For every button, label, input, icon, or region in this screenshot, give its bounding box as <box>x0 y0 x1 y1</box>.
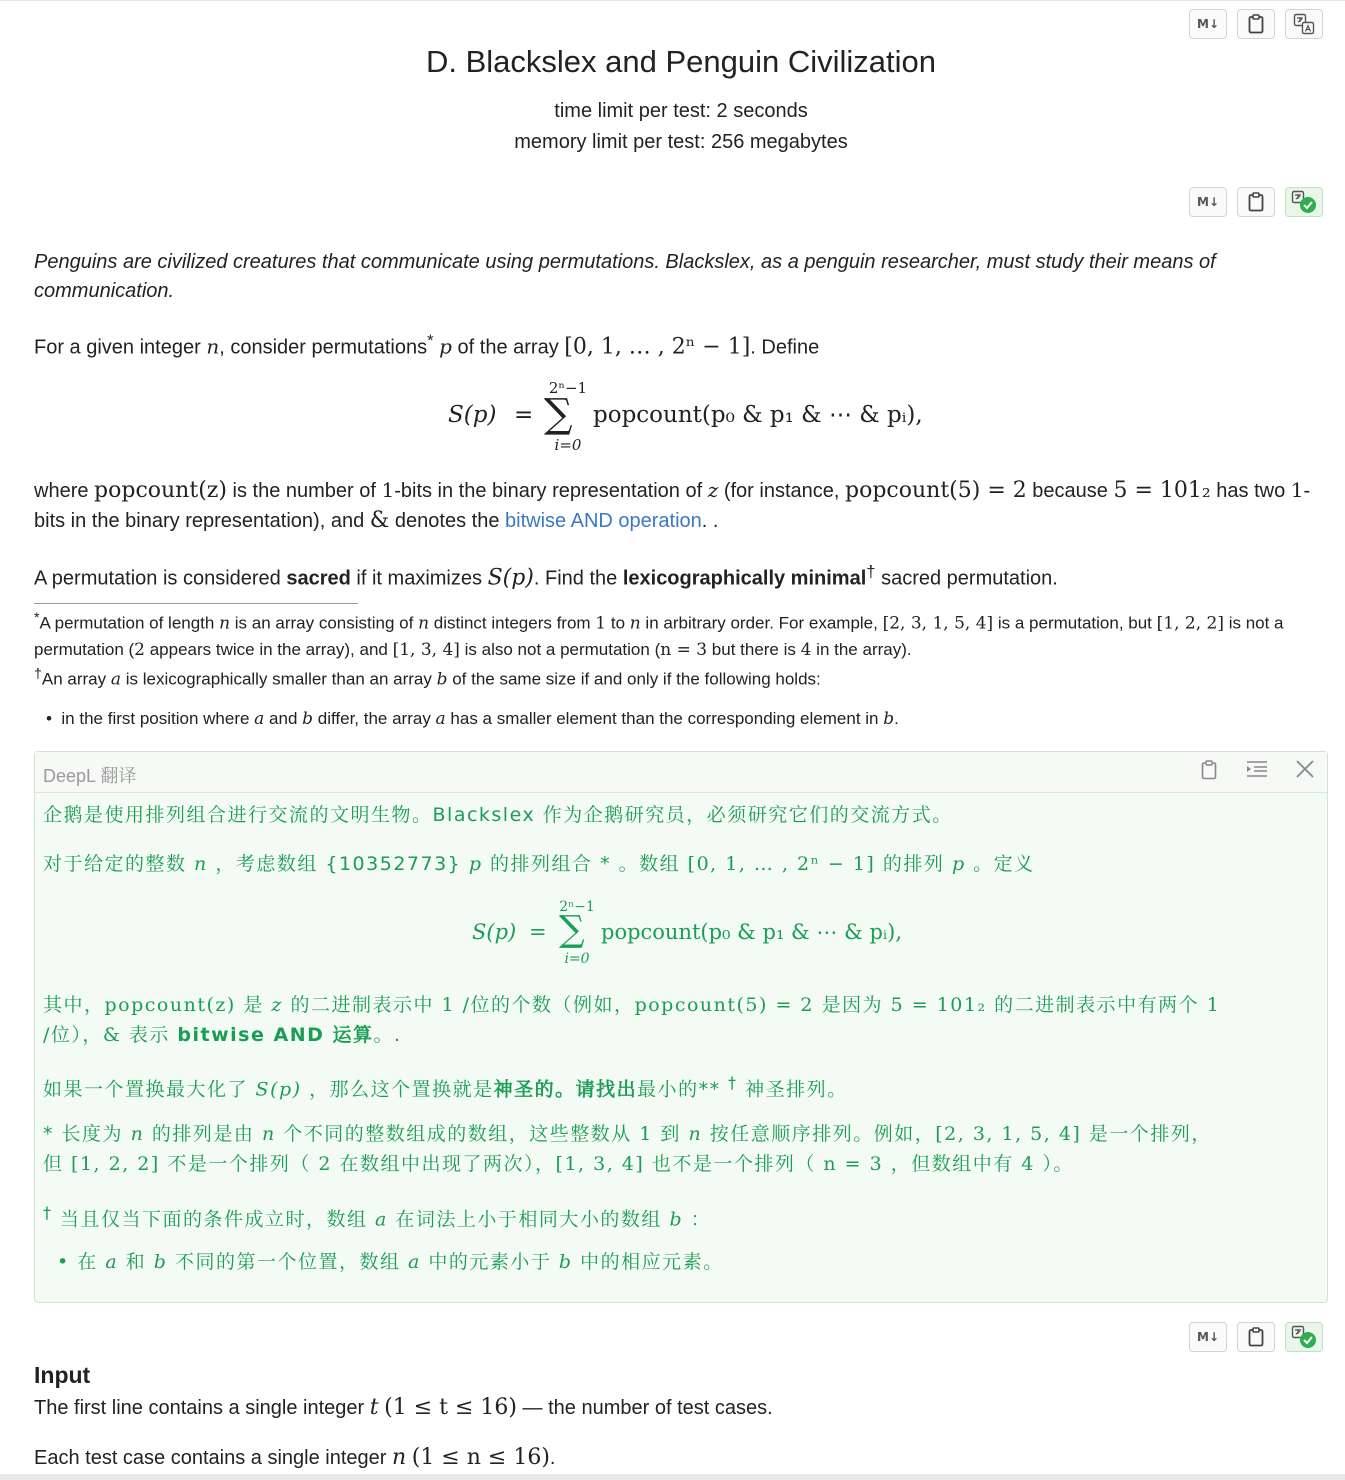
time-limit: time limit per test: 2 seconds <box>554 100 808 122</box>
markdown-icon: M↓ <box>1197 17 1219 31</box>
input-heading: Input <box>34 1362 91 1388</box>
footnote-divider <box>34 603 358 604</box>
translation-where: 其中，popcount(z) 是 z 的二进制表示中 1 /位的个数（例如，popcount(5) = 2 是因为 5 = 101₂ 的二进制表示中有两个 1 /位），& 表示 bitwise AND 运算。. <box>43 994 1221 1046</box>
translation-sacred: 如果一个置换最大化了 S(p) ，那么这个置换就是神圣的。请找出最小的** † 神圣排列。 <box>43 1073 848 1101</box>
input-toolbar <box>1189 1322 1323 1352</box>
title-toolbar <box>1189 9 1323 39</box>
translated-button[interactable] <box>1285 187 1323 217</box>
copy-button[interactable] <box>1237 187 1275 217</box>
indent-icon <box>1246 760 1268 778</box>
translate-done-icon <box>1291 1325 1317 1349</box>
input-line-1: The first line contains a single integer t (1 ≤ t ≤ 16) — the number of test cases. <box>34 1395 773 1420</box>
close-icon <box>1296 760 1314 778</box>
translation-formula-equals: = <box>529 920 547 944</box>
translation-formula-lhs: S(p) <box>472 920 517 944</box>
translation-formula-lower: i=0 <box>564 951 590 967</box>
clipboard-icon <box>1248 14 1264 34</box>
translation-definition: 对于给定的整数 n ，考虑数组 {10352773} p 的排列组合 * 。数组 [0, 1, … , 2ⁿ − 1] 的排列 p 。定义 <box>43 853 1035 875</box>
formula-body: popcount(p₀ & p₁ & ⋯ & pᵢ), <box>593 402 923 428</box>
markdown-button[interactable] <box>1189 187 1227 217</box>
formula-equals: = <box>514 402 534 428</box>
problem-title: D. Blackslex and Penguin Civilization <box>425 44 937 79</box>
input-line-2: Each test case contains a single integer n (1 ≤ n ≤ 16). <box>34 1445 556 1470</box>
copy-button[interactable] <box>1237 9 1275 39</box>
translate-icon <box>1293 13 1315 35</box>
bullet-dot: • <box>46 709 52 728</box>
translation-copy-button[interactable] <box>1197 760 1221 784</box>
translation-formula-body: popcount(p₀ & p₁ & ⋯ & pᵢ), <box>601 920 903 944</box>
statement-toolbar <box>1189 187 1323 217</box>
translate-button[interactable] <box>1285 9 1323 39</box>
formula-sum-sign: ∑ <box>544 391 573 437</box>
formula-sum-lower: i=0 <box>554 436 582 454</box>
copy-button[interactable] <box>1237 1322 1275 1352</box>
translation-intro: 企鹅是使用排列组合进行交流的文明生物。Blackslex 作为企鹅研究员，必须研究它们的交流方式。 <box>43 804 953 826</box>
translation-bullet: • 在 a 和 b 不同的第一个位置，数组 a 中的元素小于 b 中的相应元素。 <box>57 1251 724 1273</box>
footnote-bullet: • in the first position where a and b differ, the array a has a smaller element than the corresponding element in b. <box>46 709 899 729</box>
translation-close-button[interactable] <box>1293 760 1317 784</box>
bitwise-and-link[interactable]: bitwise AND operation <box>505 510 702 532</box>
clipboard-icon <box>1248 1327 1264 1347</box>
formula-sum-upper: 2ⁿ−1 <box>548 379 588 397</box>
markdown-button[interactable] <box>1189 9 1227 39</box>
translated-button[interactable] <box>1285 1322 1323 1352</box>
formula-lhs: S(p) <box>448 402 497 428</box>
bullet-dot: • <box>57 1251 70 1273</box>
footnote-permutation: *A permutation of length n is an array consisting of n distinct integers from 1 to n in arbitrary order. For example, [2, 3, 1, 5, 4] is a permutation, but [1, 2, 2] is not a permutation (2 appears twice in the array), and [1, 3, 4] is also not a permutation (n = 3 but there is 4 in the array). <box>34 610 1284 660</box>
statement-where: where popcount(z) is the number of 1-bits in the binary representation of z (for instance, popcount(5) = 2 because 5 = 101₂ has two 1-bits in the binary representation), and & denotes the bitwise AND operation. . <box>34 478 1311 533</box>
translation-panel <box>34 751 1328 1303</box>
translation-format-button[interactable] <box>1245 760 1269 784</box>
clipboard-icon <box>1248 192 1264 212</box>
page-bottom-border <box>0 1474 1345 1480</box>
translation-formula-sum: ∑ <box>559 909 585 950</box>
translation-title: DeepL 翻译 <box>43 766 137 786</box>
translation-footnote-lexicographic: † 当且仅当下面的条件成立时，数组 a 在词法上小于相同大小的数组 b ： <box>43 1203 712 1231</box>
translation-formula-upper: 2ⁿ−1 <box>559 899 595 915</box>
markdown-button[interactable] <box>1189 1322 1227 1352</box>
page-top-border <box>0 0 1345 1</box>
statement-intro: Penguins are civilized creatures that communicate using permutations. Blackslex, as a penguin researcher, must study their means of communication. <box>34 251 1216 302</box>
memory-limit: memory limit per test: 256 megabytes <box>514 131 848 153</box>
statement-sacred: A permutation is considered sacred if it maximizes S(p). Find the lexicographically minimal† sacred permutation. <box>34 562 1058 591</box>
translation-header <box>35 752 1327 793</box>
translation-footnote-permutation: * 长度为 n 的排列是由 n 个不同的整数组成的数组，这些整数从 1 到 n 按任意顺序排列。例如，[2, 3, 1, 5, 4] 是一个排列， 但 [1, 2, 2] 不是一个排列（ 2 在数组中出现了两次），[1, 3, 4] 也不是一个排列（ n = 3 ，但数组中有 4 ）。 <box>43 1123 1212 1175</box>
footnote-lexicographic: †An array a is lexicographically smaller than an array b of the same size if and only if the following holds: <box>34 666 821 690</box>
markdown-icon: M↓ <box>1197 195 1219 209</box>
statement-definition: For a given integer n, consider permutations* p of the array [0, 1, … , 2ⁿ − 1]. Define <box>34 331 820 360</box>
clipboard-icon <box>1201 760 1217 780</box>
markdown-icon: M↓ <box>1197 1330 1219 1344</box>
translate-done-icon <box>1291 190 1317 214</box>
